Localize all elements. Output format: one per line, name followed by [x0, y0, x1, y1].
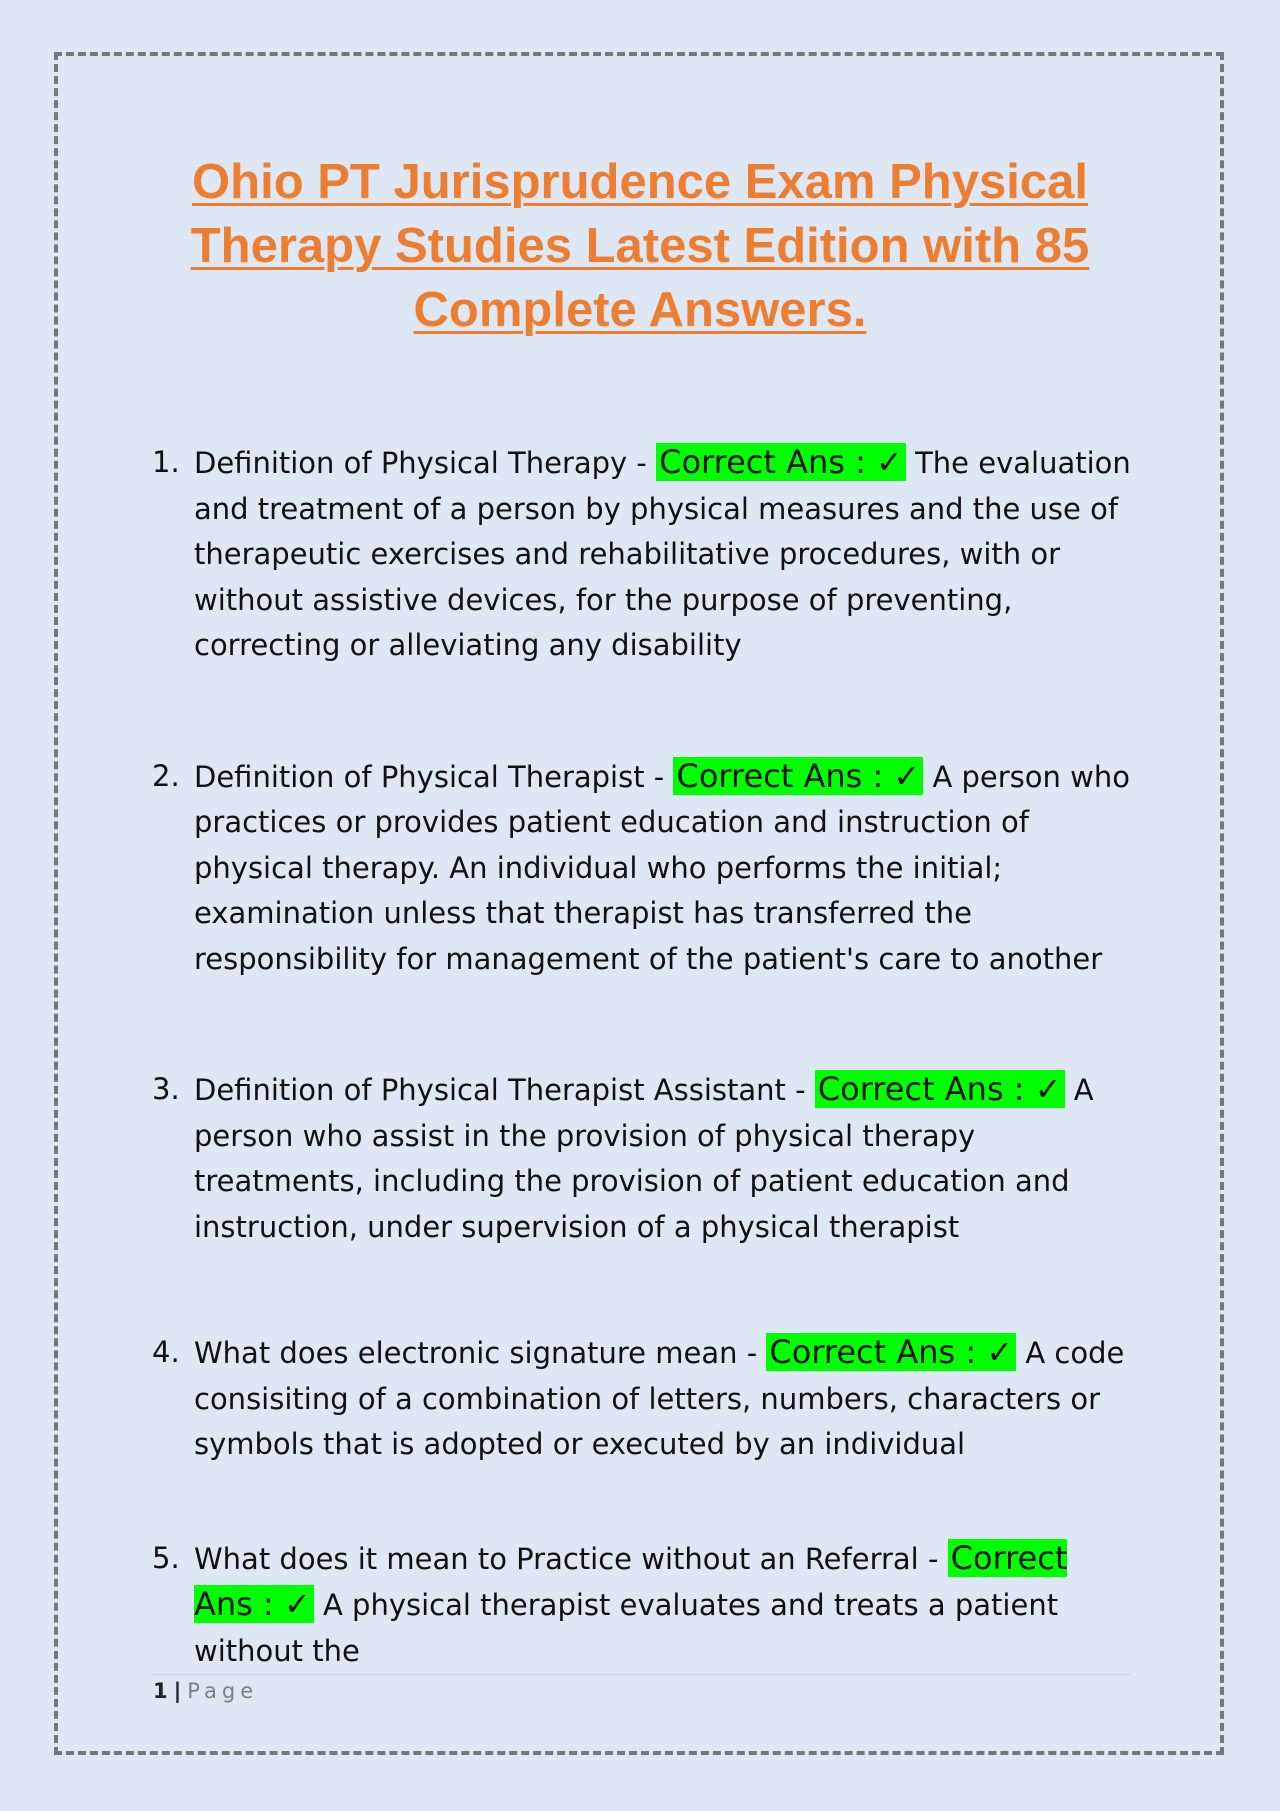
correct-answer-badge: Correct Ans : ✓ [194, 1538, 1068, 1623]
page-number: 1 [153, 1679, 168, 1703]
list-item [152, 440, 1132, 669]
document-title: Ohio PT Jurisprudence Exam Physical Therapy Studies Latest Edition with 85 Complete Answers. [190, 155, 1090, 337]
correct-answer-badge: Correct Ans : ✓ [815, 1070, 1065, 1108]
correct-answer-badge: Correct Ans : ✓ [673, 757, 923, 795]
page-footer [153, 1679, 258, 1703]
answer-text: A code consisiting of a combination of letters, numbers, characters or symbols that is adopted or executed by an individual [194, 1336, 1125, 1461]
question-text: What does it mean to Practice without an Referral - [194, 1541, 948, 1576]
list-item [152, 1330, 1132, 1468]
item-number: 5. [152, 1540, 180, 1575]
answer-text: A physical therapist evaluates and treats a patient without the [194, 1588, 1059, 1668]
answer-text: The evaluation and treatment of a person by physical measures and the use of therapeutic exercises and rehabilitative procedures, with or without assistive devices, for the purpose of preventing, correcting or alleviating any disability [194, 446, 1131, 662]
footer-separator: | [173, 1679, 182, 1703]
question-text: What does electronic signature mean - [194, 1336, 767, 1370]
page-label: Page [187, 1679, 259, 1703]
list-item [152, 1067, 1132, 1250]
question-text: Definition of Physical Therapy - [194, 446, 657, 480]
item-number: 1. [152, 445, 180, 479]
question-text: Definition of Physical Therapist - [194, 759, 674, 794]
list-item [152, 1536, 1132, 1675]
list-item [152, 754, 1132, 983]
question-list [152, 440, 1132, 1759]
item-number: 4. [152, 1335, 180, 1369]
item-number: 3. [152, 1072, 180, 1106]
footer-divider [152, 1674, 1130, 1675]
question-text: Definition of Physical Therapist Assistant - [194, 1073, 815, 1107]
answer-text: A person who assist in the provision of physical therapy treatments, including the provision of patient education and instruction, under supervision of a physical therapist [194, 1073, 1094, 1244]
item-number: 2. [152, 758, 180, 793]
correct-answer-badge: Correct Ans : ✓ [656, 443, 906, 481]
correct-answer-badge: Correct Ans : ✓ [766, 1333, 1016, 1371]
answer-text: A person who practices or provides patient education and instruction of physical therapy. An individual who performs the initial; examination unless that therapist has transferred the responsibility for management of the patient's care to another [194, 759, 1130, 976]
